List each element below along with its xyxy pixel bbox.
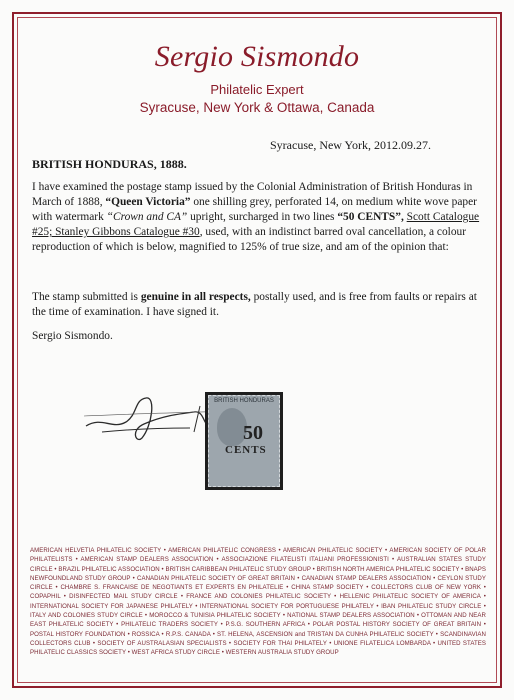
description-paragraph (32, 180, 487, 255)
letterhead (0, 40, 514, 115)
p2-verdict: genuine in all respects, (140, 291, 251, 303)
p1-text-c: one shilling grey, perforated 14, on medium white wove paper with watermark (32, 196, 477, 223)
society-memberships: AMERICAN HELVETIA PHILATELIC SOCIETY • AMERICAN PHILATELIC CONGRESS • AMERICAN PHILATELIC SOCIETY • AMERICAN SOCIETY OF POLAR PHILATELISTS • AMERICAN STAMP DEALERS ASSOCIATION • ASSOCIAZIONE FILATELISTI ITALIANI PROFESSIONISTI • AUSTRALIAN STATES STUDY CIRCLE • BRAZIL PHILATELIC ASSOCIATION • BRITISH CARIBBEAN PHILATELIC STUDY GROUP • BRITISH NORTH AMERICA PHILATELIC SOCIETY • BNAPS NEWFOUNDLAND STUDY GROUP • CANADIAN PHILATELIC SOCIETY OF GREAT BRITAIN • CANADIAN STAMP DEALERS ASSOCIATION • CEYLON STUDY CIRCLE • CHAMBRE S. FRANCAISE DE NEGOTIANTS ET EXPERTS EN PHILATELIE • CHINA STAMP SOCIETY • COLLECTORS CLUB OF NEW YORK • COPAPHIL • DISINFECTED MAIL STUDY CIRCLE • FRANCE AND COLONIES PHILATELIC SOCIETY • HELLENIC PHILATELIC SOCIETY OF AMERICA • INTERNATIONAL SOCIETY FOR JAPANESE PHILATELY • INTERNATIONAL SOCIETY FOR PORTUGUESE PHILATELY • IBAN PHILATELIC STUDY CIRCLE • ITALY AND COLONIES STUDY CIRCLE • MOROCCO & TUNISIA PHILATELIC SOCIETY • NATIONAL STAMP DEALERS ASSOCIATION • OTTOMAN AND NEAR EAST PHILATELIC SOCIETY • PHILATELIC TRADERS SOCIETY • P.S.G. SOUTHERN AFRICA • POLAR POSTAL HISTORY SOCIETY OF GREAT BRITAIN • POSTAL HISTORY FOUNDATION • ROSSICA • R.P.S. CANADA • ST. HELENA, ASCENSION and TRISTAN DA CUNHA PHILATELIC SOCIETY • SCANDINAVIAN COLLECTORS CLUB • SOCIETY OF AUSTRALASIAN SPECIALISTS • SOCIETY FOR THAI PHILATELY • UNIONE FILATELICA LOMBARDA • UNITED STATES PHILATELIC CLASSICS SOCIETY • WEST AFRICA STUDY CIRCLE • WESTERN AUSTRALIA STUDY GROUP (30, 547, 486, 657)
stamp-country-text: BRITISH HONDURAS (214, 398, 274, 404)
p1-catalogue-refs: Scott Catalogue #25; Stanley Gibbons Catalogue #30 (32, 211, 480, 238)
expert-title: Philatelic Expert (210, 82, 304, 97)
p1-text-i: , used, with an indistinct barred oval cancellation, a colour reproduction of which is below, magnified to 125% of true size, and am of the opinion that: (32, 226, 467, 253)
signoff: Sergio Sismondo. (32, 330, 113, 342)
expert-address: Syracuse, New York & Ottawa, Canada (139, 100, 375, 115)
certificate-date: Syracuse, New York, 2012.09.27. (270, 138, 431, 152)
p2-text-c: postally used, and is free from faults or repairs at the time of examination. I have signed it. (32, 291, 477, 318)
p1-surcharge: “50 CENTS”, (337, 211, 404, 223)
p1-stamp-name: “Queen Victoria” (105, 196, 191, 208)
stamp-face (208, 395, 280, 487)
p1-watermark: “Crown and CA” (106, 211, 188, 223)
expert-name: Sergio Sismondo (154, 40, 360, 73)
stamp-image (205, 392, 283, 490)
surcharge-value: 50 (243, 422, 263, 444)
p1-text-a: I have examined the postage stamp issued by the Colonial Administration of British Honduras in March of 1888, (32, 181, 473, 208)
stamp-heading: BRITISH HONDURAS, 1888. (32, 157, 187, 171)
opinion-paragraph (32, 290, 487, 320)
p2-text-a: The stamp submitted is (32, 291, 141, 303)
p1-text-e: upright, surcharged in two lines (187, 211, 338, 223)
surcharge-unit: CENTS (225, 444, 267, 456)
